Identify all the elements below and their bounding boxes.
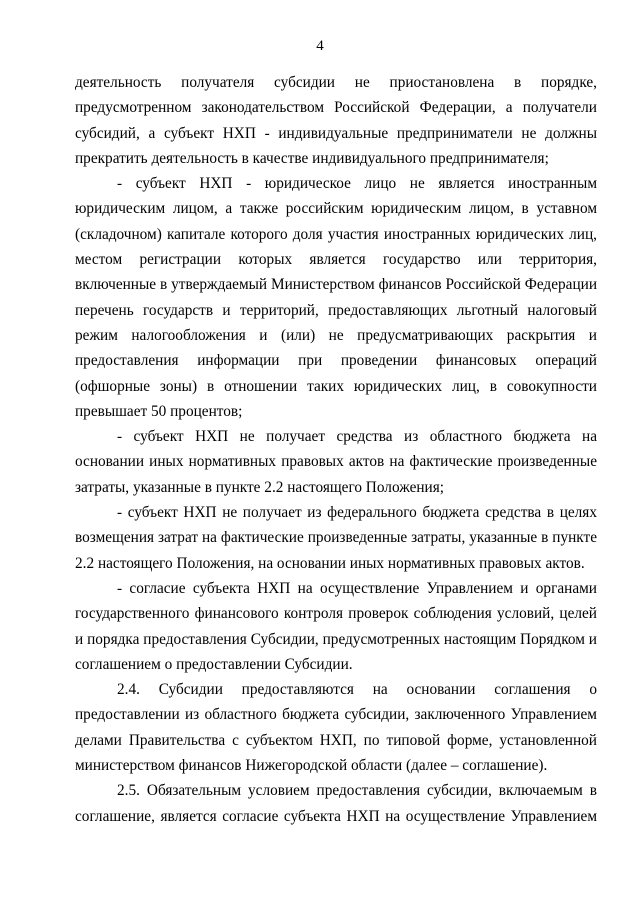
paragraph-continuation: деятельность получателя субсидии не приостановлена в порядке, предусмотренном законодательством Российской Федерации, а получатели субсидий, а субъект НХП - индивидуальные предприниматели не должны прекратить деятельность в качестве индивидуального предпринимателя;	[75, 74, 597, 167]
page-number: 4	[316, 38, 324, 54]
paragraph-2-4: 2.4. Субсидии предоставляются на основании соглашения о предоставлении из областного бюджета субсидии, заключенного Управлением делами Правительства с субъектом НХП, по типовой форме, установленной министерством финансов Нижегородской области (далее – соглашение).	[75, 681, 597, 775]
paragraph-foreign-entity-condition: - субъект НХП - юридическое лицо не является иностранным юридическим лицом, а также российским юридическим лицом, в уставном (складочном) капитале которого доля участия иностранных юридических лиц, местом регистрации которых является государство или территория, включенные в утверждаемый Министерством финансов Российской Федерации перечень государств и территорий, предоставляющих льготный налоговый режим налогообложения и (или) не предусматривающих раскрытия и предоставления информации при проведении финансовых операций (офшорные зоны) в отношении таких юридических лиц, в совокупности превышает 50 процентов;	[75, 175, 597, 420]
paragraph-2-5: 2.5. Обязательным условием предоставления субсидии, включаемым в соглашение, является согласие субъекта НХП на осуществление Управлением	[75, 782, 597, 825]
paragraph-inspection-consent: - согласие субъекта НХП на осуществление Управлением и органами государственного финансового контроля проверок соблюдения условий, целей и порядка предоставления Субсидии, предусмотренных настоящим Порядком и соглашением о предоставлении Субсидии.	[75, 579, 597, 673]
paragraph-regional-budget-condition: - субъект НХП не получает средства из областного бюджета на основании иных нормативных правовых актов на фактические произведенные затраты, указанные в пункте 2.2 настоящего Положения;	[75, 428, 597, 496]
paragraph-federal-budget-condition: - субъект НХП не получает из федерального бюджета средства в целях возмещения затрат на фактические произведенные затраты, указанные в пункте 2.2 настоящего Положения, на основании иных нормативных правовых актов.	[75, 504, 597, 572]
document-body	[75, 70, 597, 829]
